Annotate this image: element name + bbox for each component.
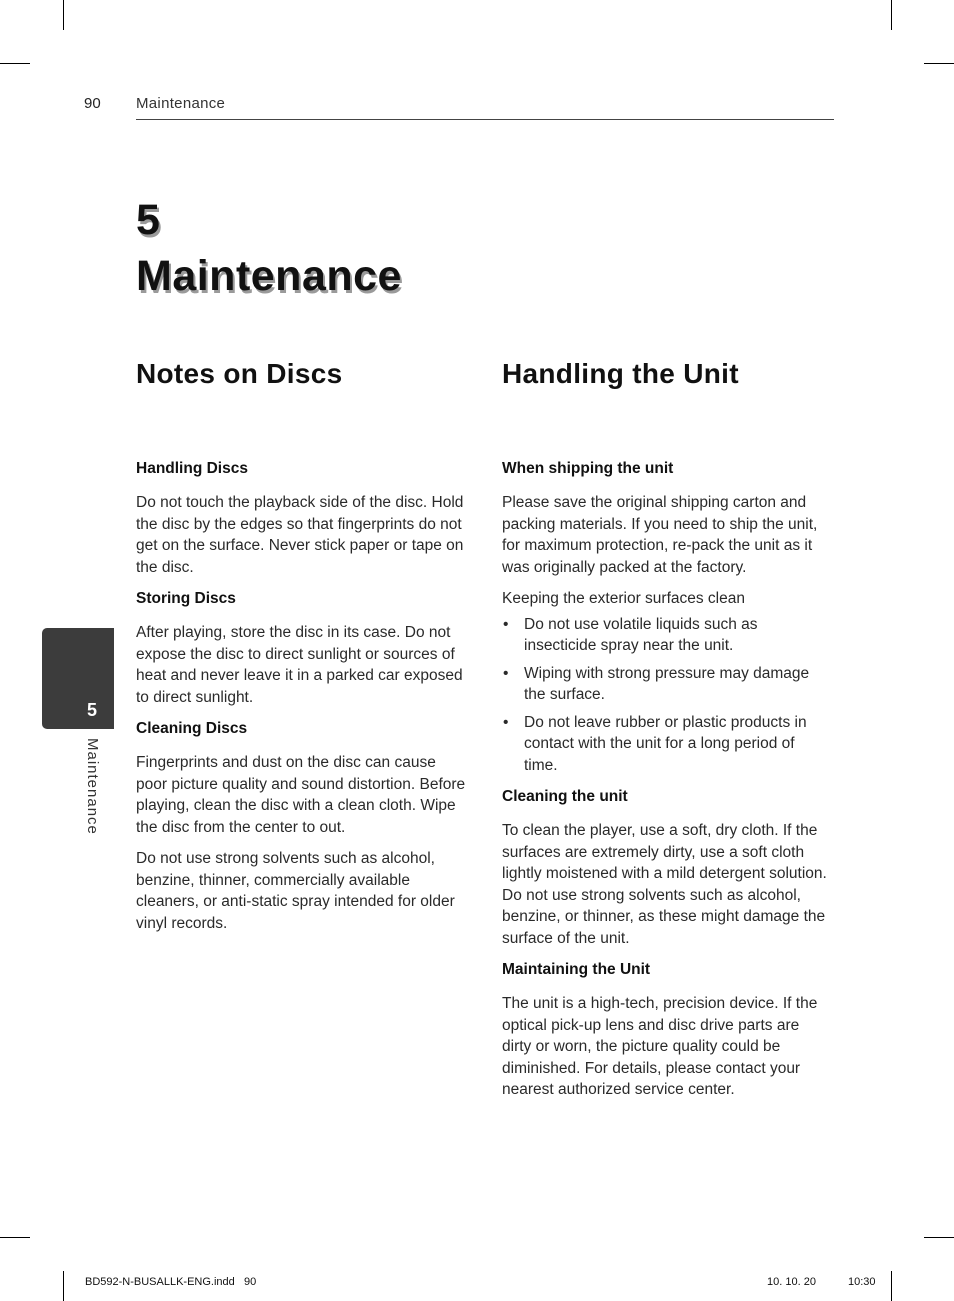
crop-mark <box>0 1237 30 1238</box>
paragraph: The unit is a high-tech, precision device. If the optical pick-up lens and disc drive parts are dirty or worn, the picture quality could be diminished. For details, please contact your nearest authorized service center. <box>502 995 818 1098</box>
section-title-handling-the-unit: Handling the Unit <box>502 358 739 389</box>
footer-file-name: BD592-N-BUSALLK-ENG.indd 90 <box>85 1276 257 1288</box>
chapter-number: 5 <box>136 196 161 244</box>
subheading-cleaning-discs: Cleaning Discs <box>136 720 248 737</box>
header-rule <box>136 119 834 120</box>
exterior-intro: Keeping the exterior surfaces clean <box>502 590 745 607</box>
crop-mark <box>924 1237 954 1238</box>
chapter-title <box>136 192 402 304</box>
list-item <box>502 614 832 657</box>
list-item <box>502 712 832 777</box>
crop-mark <box>924 63 954 64</box>
crop-mark <box>0 63 30 64</box>
footer-time: 10:30 <box>848 1276 876 1288</box>
list-item-text: Do not leave rubber or plastic products in contact with the unit for a long period of time. <box>524 713 807 774</box>
paragraph: Do not use strong solvents such as alcohol, benzine, thinner, commercially available cleaners, or anti-static spray intended for older vinyl records. <box>136 850 455 932</box>
chapter-side-tab <box>42 628 114 729</box>
subheading-shipping: When shipping the unit <box>502 460 674 477</box>
subheading-storing-discs: Storing Discs <box>136 590 236 607</box>
section-title-notes-on-discs: Notes on Discs <box>136 358 343 389</box>
exterior-bullet-list <box>502 614 832 777</box>
paragraph: To clean the player, use a soft, dry cloth. If the surfaces are extremely dirty, use a soft cloth lightly moistened with a mild detergent solution. Do not use strong solvents such as alcohol, benzine, or thinner, as these might damage the surface of the unit. <box>502 822 827 947</box>
crop-mark <box>891 1271 892 1301</box>
footer-date: 10. 10. 20 <box>767 1276 816 1288</box>
page-number: 90 <box>84 95 101 112</box>
crop-mark <box>891 0 892 30</box>
paragraph: After playing, store the disc in its case. Do not expose the disc to direct sunlight or sources of heat and never leave it in a parked car exposed to direct sunlight. <box>136 624 463 706</box>
paragraph: Do not touch the playback side of the disc. Hold the disc by the edges so that fingerprints do not get on the surface. Never stick paper or tape on the disc. <box>136 494 464 576</box>
bullet-icon: • <box>503 615 509 633</box>
bullet-icon: • <box>503 713 509 731</box>
subheading-maintaining-unit: Maintaining the Unit <box>502 961 651 978</box>
side-tab-label: Maintenance <box>84 738 101 835</box>
bullet-icon: • <box>503 664 509 682</box>
running-header: Maintenance <box>136 95 226 112</box>
list-item-text: Do not use volatile liquids such as insecticide spray near the unit. <box>524 615 758 654</box>
subheading-cleaning-unit: Cleaning the unit <box>502 788 628 805</box>
paragraph: Please save the original shipping carton and packing materials. If you need to ship the unit, for maximum protection, re-pack the unit as it was originally packed at the factory. <box>502 494 818 576</box>
right-column <box>502 356 832 1111</box>
left-column <box>136 356 471 944</box>
paragraph: Fingerprints and dust on the disc can cause poor picture quality and sound distortion. Before playing, clean the disc with a clean cloth. Wipe the disc from the center to out. <box>136 754 466 836</box>
crop-mark <box>63 0 64 30</box>
list-item <box>502 663 832 706</box>
subheading-handling-discs: Handling Discs <box>136 460 248 477</box>
side-tab-number: 5 <box>86 700 97 720</box>
crop-mark <box>63 1271 64 1301</box>
chapter-name: Maintenance <box>136 252 402 300</box>
list-item-text: Wiping with strong pressure may damage the surface. <box>524 664 810 703</box>
